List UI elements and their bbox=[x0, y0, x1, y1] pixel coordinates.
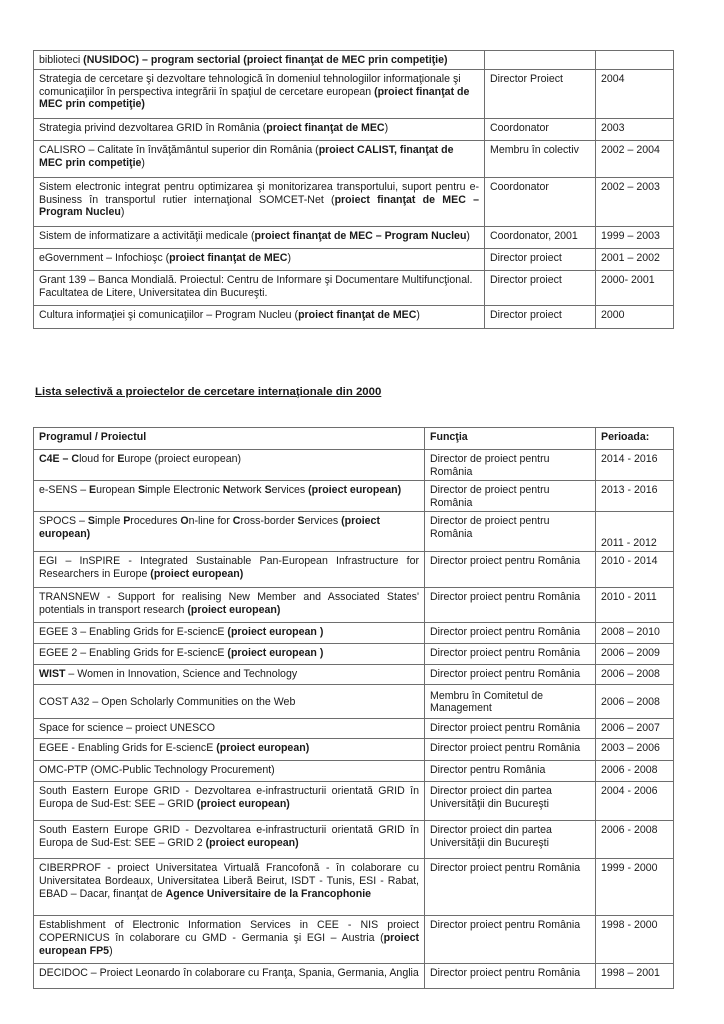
period-cell: 2006 – 2009 bbox=[596, 644, 674, 665]
function-cell: Director proiect bbox=[485, 249, 596, 271]
project-text: urope (proiect european) bbox=[124, 453, 242, 465]
table-row bbox=[34, 588, 674, 623]
table-row bbox=[34, 178, 674, 227]
function-cell: Director pentru România bbox=[425, 761, 596, 782]
project-cell bbox=[34, 227, 485, 249]
function-cell: Director proiect pentru România bbox=[425, 665, 596, 685]
function-cell: Director Proiect bbox=[485, 70, 596, 119]
project-text: ) bbox=[466, 230, 470, 242]
period-cell bbox=[596, 51, 674, 70]
project-text: EGI – InSPIRE - Integrated Sustainable Pan-European Infrastructure for Researchers in Europe bbox=[39, 555, 419, 580]
period-cell: 1998 – 2001 bbox=[596, 964, 674, 989]
project-text-bold: proiect finanţat de MEC bbox=[298, 309, 417, 321]
project-text: ervices bbox=[304, 515, 342, 528]
function-cell: Membru în Comitetul de Management bbox=[425, 685, 596, 719]
project-text-bold: Agence Universitaire de la Francophonie bbox=[165, 887, 372, 900]
project-text-bold: C4E – bbox=[39, 453, 69, 465]
project-text: EGEE 3 – Enabling Grids for E-sciencE bbox=[39, 626, 228, 639]
project-text: COST A32 – Open Scholarly Communities on the Web bbox=[39, 696, 296, 709]
project-text: ) bbox=[416, 309, 420, 321]
project-text: Strategia de cercetare şi dezvoltare tehnologică în domeniul tehnologiilor informaţionale şi comunicaţiilor în perspectiva integrării în spaţiul de cercetare european bbox=[39, 73, 461, 98]
project-text-bold: P bbox=[123, 515, 131, 528]
table-row bbox=[34, 227, 674, 249]
period-cell: 1999 - 2000 bbox=[596, 859, 674, 916]
international-projects-table bbox=[33, 427, 674, 989]
table-row bbox=[34, 644, 674, 665]
project-text: South Eastern Europe GRID - Dezvoltarea e-infrastructurii orientată GRID în Europa de Sud-Est: SEE – GRID bbox=[39, 785, 419, 810]
project-text: rocedures bbox=[130, 515, 181, 528]
project-cell bbox=[34, 761, 425, 782]
period-cell: 2010 - 2014 bbox=[596, 552, 674, 588]
table-header-row bbox=[34, 428, 674, 450]
header-function: Funcţia bbox=[425, 428, 596, 450]
period-cell: 2006 - 2008 bbox=[596, 761, 674, 782]
period-cell: 2003 bbox=[596, 119, 674, 141]
project-text-bold: E bbox=[89, 484, 97, 497]
table-row bbox=[34, 623, 674, 644]
function-cell: Director proiect din partea Universităţii din Bucureşti bbox=[425, 821, 596, 859]
project-text: Sistem electronic integrat pentru optimizarea şi monitorizarea transportului, suport pentru e-Business în transportul rutier internaţional SOMCET-Net ( bbox=[39, 181, 479, 206]
project-text-bold: WIST bbox=[39, 668, 66, 681]
function-cell: Coordonator bbox=[485, 119, 596, 141]
period-cell: 2000- 2001 bbox=[596, 271, 674, 306]
project-cell bbox=[34, 719, 425, 739]
project-text-bold: proiect finanţat de MEC bbox=[169, 252, 288, 264]
project-text: DECIDOC – Proiect Leonardo în colaborare cu Franţa, Spania, Germania, Anglia bbox=[39, 967, 419, 980]
project-text: SPOCS – bbox=[39, 515, 88, 528]
project-cell bbox=[34, 306, 485, 329]
table-row bbox=[34, 821, 674, 859]
project-text-bold: N bbox=[222, 484, 231, 497]
project-text: e-SENS – bbox=[39, 484, 90, 497]
period-cell: 2002 – 2003 bbox=[596, 178, 674, 227]
project-text-bold: (proiect european) bbox=[150, 567, 244, 580]
period-cell: 2006 – 2008 bbox=[596, 665, 674, 685]
project-cell bbox=[34, 821, 425, 859]
project-text: Sistem de informatizare a activităţii medicale ( bbox=[39, 230, 255, 242]
table-row bbox=[34, 481, 674, 512]
project-text: ) bbox=[120, 206, 125, 219]
project-text: Cultura informaţiei şi comunicaţiilor – Program Nucleu ( bbox=[39, 309, 299, 321]
project-cell bbox=[34, 685, 425, 719]
table-row bbox=[34, 761, 674, 782]
project-text-bold: O bbox=[180, 515, 189, 528]
project-cell bbox=[34, 644, 425, 665]
project-text-bold: proiect finanţat de MEC bbox=[266, 122, 385, 134]
project-text: imple Electronic bbox=[145, 484, 223, 497]
table-row bbox=[34, 916, 674, 964]
project-text-bold: proiect european FP5 bbox=[39, 931, 419, 957]
project-text-bold: C bbox=[71, 453, 80, 465]
project-text-bold: C bbox=[232, 515, 241, 528]
project-cell bbox=[34, 916, 425, 964]
project-text: ) bbox=[287, 252, 291, 264]
period-cell: 2004 bbox=[596, 70, 674, 119]
project-cell bbox=[34, 964, 425, 989]
period-cell: 2008 – 2010 bbox=[596, 623, 674, 644]
project-text: uropean bbox=[96, 484, 138, 497]
project-cell bbox=[34, 552, 425, 588]
table-row bbox=[34, 306, 674, 329]
function-cell: Director proiect bbox=[485, 306, 596, 329]
project-text: Strategia privind dezvoltarea GRID în România ( bbox=[39, 122, 267, 134]
period-cell: 2001 – 2002 bbox=[596, 249, 674, 271]
function-cell: Coordonator, 2001 bbox=[485, 227, 596, 249]
project-cell bbox=[34, 249, 485, 271]
function-cell: Director de proiect pentru România bbox=[425, 512, 596, 552]
table-row bbox=[34, 665, 674, 685]
project-text: Grant 139 – Banca Mondială. Proiectul: Centru de Informare şi Documentare Multifuncţional. Facultatea de Litere, Universitatea din Bucureşti. bbox=[39, 274, 473, 299]
function-cell: Coordonator bbox=[485, 178, 596, 227]
project-text: etwork bbox=[230, 484, 265, 497]
table-row bbox=[34, 141, 674, 178]
period-cell: 2006 - 2008 bbox=[596, 821, 674, 859]
project-cell bbox=[34, 665, 425, 685]
project-text: Establishment of Electronic Information Services in CEE - NIS proiect COPERNICUS în colaborare cu GMD - Germania şi EGI – Austria ( bbox=[39, 919, 419, 944]
project-text-bold: (proiect finanţat de MEC prin competiţie) bbox=[39, 85, 470, 111]
function-cell: Director de proiect pentru România bbox=[425, 481, 596, 512]
project-text: CIBERPROF - proiect Universitatea Virtuală Francofonă - în colaborare cu Universitatea Bordeaux, Universitatea Liberă Beirut, ISDT - Tunis, ESI - Rabat, EBAD – Dacar, finanţat de bbox=[39, 862, 419, 900]
function-cell: Director proiect pentru România bbox=[425, 552, 596, 588]
project-text-bold: S bbox=[137, 484, 146, 497]
table-row bbox=[34, 552, 674, 588]
table-row bbox=[34, 964, 674, 989]
project-cell bbox=[34, 271, 485, 306]
table-row bbox=[34, 739, 674, 761]
table-row bbox=[34, 249, 674, 271]
project-text: Space for science – proiect UNESCO bbox=[39, 722, 216, 735]
project-text-bold: (proiect european) bbox=[39, 515, 380, 540]
project-text-bold: E bbox=[117, 453, 125, 465]
project-cell bbox=[34, 70, 485, 119]
function-cell: Director proiect pentru România bbox=[425, 644, 596, 665]
table-row bbox=[34, 119, 674, 141]
project-text: EGEE - Enabling Grids for E-sciencE bbox=[39, 742, 217, 755]
table-row bbox=[34, 719, 674, 739]
function-cell bbox=[485, 51, 596, 70]
project-text-bold: (proiect european) bbox=[308, 484, 402, 497]
project-text: ross-border bbox=[240, 515, 298, 528]
project-text-bold: (proiect european ) bbox=[227, 626, 324, 639]
project-cell bbox=[34, 588, 425, 623]
project-text: EGEE 2 – Enabling Grids for E-sciencE bbox=[39, 647, 228, 660]
table-row bbox=[34, 859, 674, 916]
period-cell: 2000 bbox=[596, 306, 674, 329]
project-cell bbox=[34, 859, 425, 916]
table-row bbox=[34, 51, 674, 70]
project-text-bold: (proiect european) bbox=[216, 742, 310, 755]
period-cell: 2014 - 2016 bbox=[596, 450, 674, 481]
function-cell: Membru în colectiv bbox=[485, 141, 596, 178]
project-text-bold: (NUSIDOC) – program sectorial (proiect finanţat de MEC prin competiţie) bbox=[83, 54, 448, 66]
period-cell: 2006 – 2007 bbox=[596, 719, 674, 739]
period-cell: 1998 - 2000 bbox=[596, 916, 674, 964]
project-text-bold: (proiect european) bbox=[196, 797, 290, 810]
table-row bbox=[34, 685, 674, 719]
function-cell: Director proiect pentru România bbox=[425, 859, 596, 916]
project-text: n-line for bbox=[188, 515, 233, 528]
project-cell bbox=[34, 623, 425, 644]
header-period: Perioada: bbox=[596, 428, 674, 450]
project-text-bold: S bbox=[87, 515, 95, 528]
function-cell: Director proiect pentru România bbox=[425, 964, 596, 989]
function-cell: Director proiect bbox=[485, 271, 596, 306]
project-cell bbox=[34, 782, 425, 821]
project-text: TRANSNEW - Support for realising New Member and Associated States' potentials in transport research bbox=[39, 591, 419, 616]
project-cell bbox=[34, 51, 485, 70]
period-cell: 2006 – 2008 bbox=[596, 685, 674, 719]
project-text: South Eastern Europe GRID - Dezvoltarea e-infrastructurii orientată GRID în Europa de Sud-Est: SEE – GRID 2 bbox=[39, 824, 419, 849]
project-cell bbox=[34, 739, 425, 761]
project-text: biblioteci bbox=[39, 54, 84, 66]
project-text-bold: (proiect european ) bbox=[227, 647, 324, 660]
table-row bbox=[34, 271, 674, 306]
project-text: loud for bbox=[79, 453, 118, 465]
table-row bbox=[34, 512, 674, 552]
period-cell: 2004 - 2006 bbox=[596, 782, 674, 821]
function-cell: Director proiect pentru România bbox=[425, 623, 596, 644]
function-cell: Director proiect pentru România bbox=[425, 588, 596, 623]
project-text: imple bbox=[94, 515, 124, 528]
project-text: eGovernment – Infochioşc ( bbox=[39, 252, 170, 264]
table-row bbox=[34, 70, 674, 119]
international-projects-heading: Lista selectivă a proiectelor de cercetare internaţionale din 2000 bbox=[35, 386, 382, 398]
project-text-bold: proiect finanţat de MEC – Program Nucleu bbox=[254, 230, 467, 242]
project-text-bold: (proiect european) bbox=[205, 836, 299, 849]
function-cell: Director proiect pentru România bbox=[425, 719, 596, 739]
project-text-bold: S bbox=[264, 484, 272, 497]
project-cell bbox=[34, 141, 485, 178]
table-row bbox=[34, 450, 674, 481]
project-text: ) bbox=[141, 156, 145, 169]
function-cell: Director de proiect pentru România bbox=[425, 450, 596, 481]
project-text-bold: S bbox=[297, 515, 305, 528]
function-cell: Director proiect pentru România bbox=[425, 916, 596, 964]
function-cell: Director proiect pentru România bbox=[425, 739, 596, 761]
period-cell: 2002 – 2004 bbox=[596, 141, 674, 178]
project-text-bold: proiect CALIST, finanţat de MEC prin competiţie bbox=[39, 144, 454, 169]
project-cell bbox=[34, 119, 485, 141]
period-cell: 2013 - 2016 bbox=[596, 481, 674, 512]
period-cell: 2011 - 2012 bbox=[596, 512, 674, 552]
header-project: Programul / Proiectul bbox=[34, 428, 425, 450]
period-cell: 1999 – 2003 bbox=[596, 227, 674, 249]
period-cell: 2010 - 2011 bbox=[596, 588, 674, 623]
project-cell bbox=[34, 450, 425, 481]
project-text: ) bbox=[109, 944, 113, 957]
national-projects-table bbox=[33, 50, 674, 329]
function-cell: Director proiect din partea Universităţii din Bucureşti bbox=[425, 782, 596, 821]
project-text: CALISRO – Calitate în învăţământul superior din România ( bbox=[39, 144, 319, 156]
project-cell bbox=[34, 178, 485, 227]
period-cell: 2003 – 2006 bbox=[596, 739, 674, 761]
project-text: OMC-PTP (OMC-Public Technology Procurement) bbox=[39, 764, 275, 777]
project-text: – Women in Innovation, Science and Technology bbox=[65, 668, 298, 681]
project-text: ) bbox=[384, 122, 389, 134]
table-row bbox=[34, 782, 674, 821]
project-cell bbox=[34, 481, 425, 512]
project-cell bbox=[34, 512, 425, 552]
project-text-bold: (proiect european) bbox=[187, 603, 281, 616]
project-text: ervices bbox=[271, 484, 309, 497]
project-text-bold: proiect finanţat de MEC – Program Nucleu bbox=[39, 193, 479, 219]
